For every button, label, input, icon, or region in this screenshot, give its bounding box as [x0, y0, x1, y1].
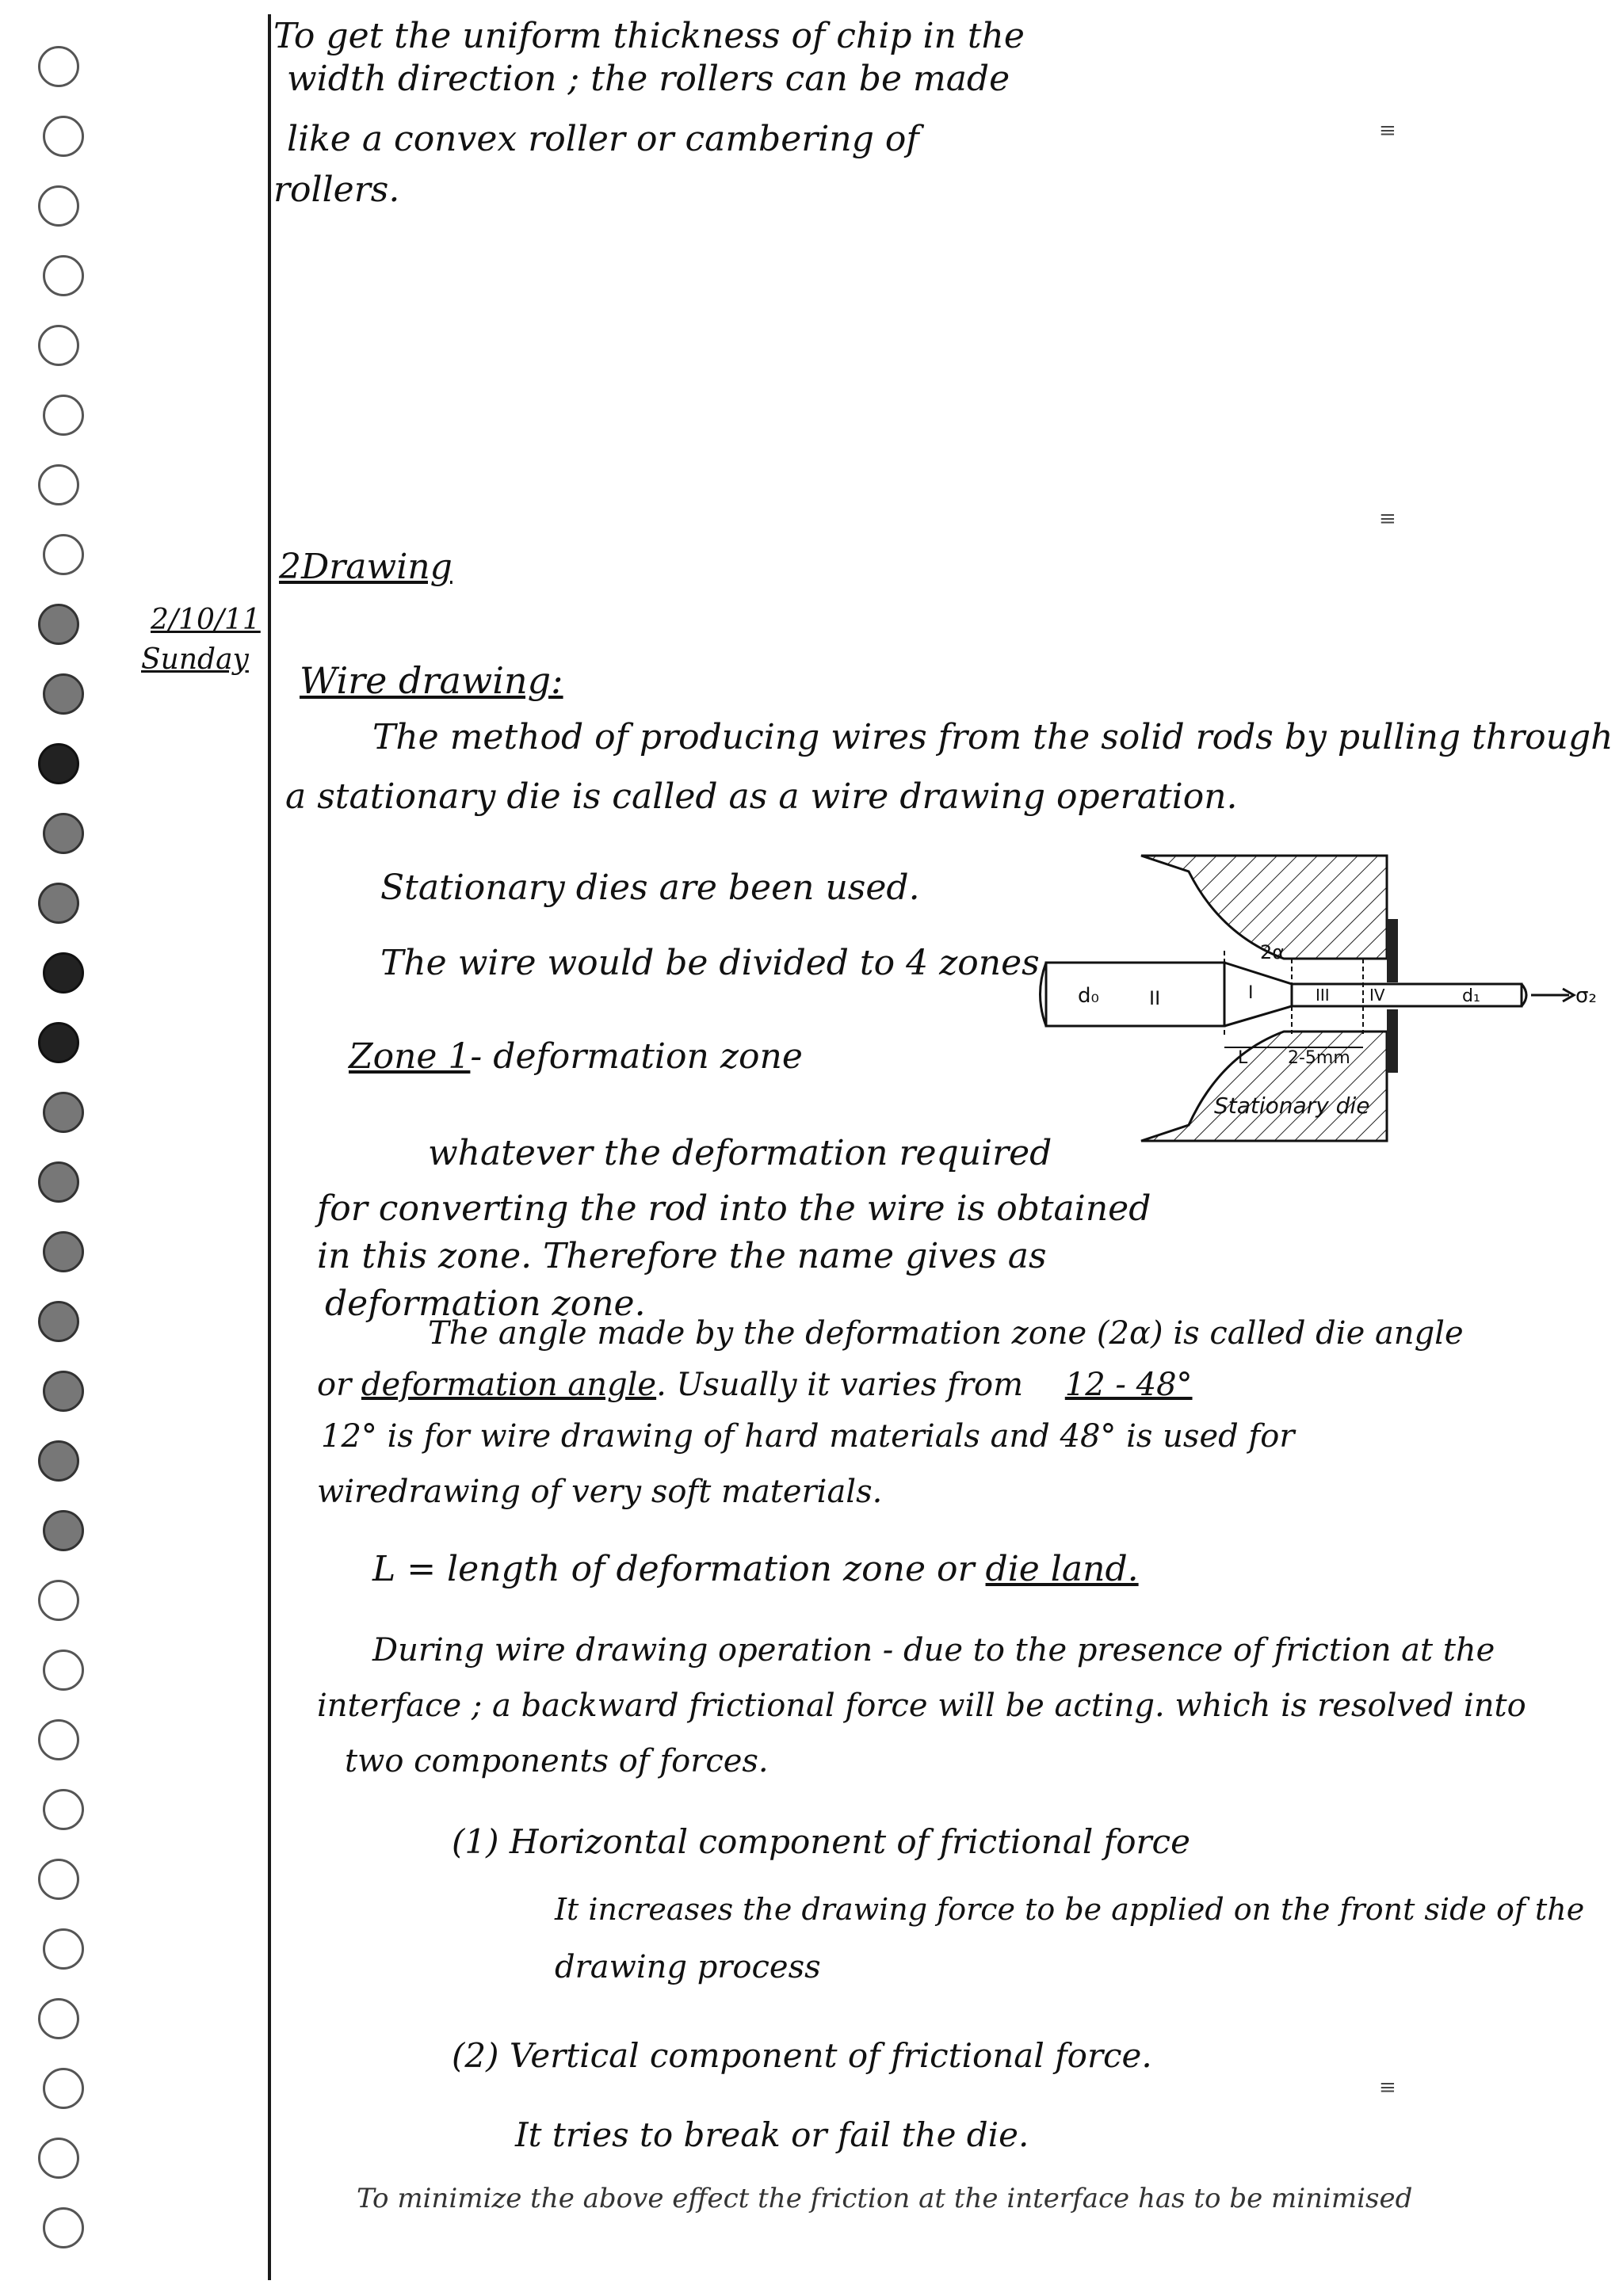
- rod: [1046, 963, 1224, 1026]
- die-land-term: die land.: [985, 1549, 1139, 1589]
- binding-hole: [38, 46, 79, 87]
- binding-hole: [38, 1719, 79, 1760]
- binding-hole: [38, 1161, 79, 1203]
- component1-title: (1) Horizontal component of frictional force: [452, 1822, 1190, 1861]
- l-def-prefix: L = length of deformation zone or: [372, 1549, 975, 1589]
- binding-hole: [43, 395, 84, 436]
- component1-desc-line: It increases the drawing force to be applied on the front side of the: [555, 1892, 1585, 1927]
- die-label: Stationary die: [1214, 1093, 1370, 1119]
- angle-range: 12 - 48°: [1064, 1367, 1193, 1403]
- zone-label: II: [1149, 987, 1161, 1009]
- binding-hole: [43, 2207, 84, 2248]
- friction-line: two components of forces.: [345, 1743, 769, 1779]
- angle-or: or: [317, 1367, 352, 1403]
- back-plate: [1387, 1009, 1398, 1073]
- date: 2/10/11: [151, 604, 261, 636]
- angle-desc-line: [317, 1367, 1193, 1403]
- stress-label: σ₂: [1575, 984, 1597, 1008]
- heading-wire-drawing: Wire drawing:: [300, 659, 563, 702]
- binding-hole: [43, 534, 84, 575]
- definition-line: The method of producing wires from the solid rods by pulling through: [372, 717, 1613, 757]
- margin-line: [268, 14, 271, 2280]
- back-plate: [1387, 919, 1398, 982]
- component2-title: (2) Vertical component of frictional force.: [452, 2036, 1152, 2075]
- angle-usually: . Usually it varies from: [656, 1367, 1024, 1403]
- zone-label: IV: [1369, 986, 1385, 1005]
- binding-hole: [43, 116, 84, 157]
- binding-hole: [38, 185, 79, 227]
- friction-line: During wire drawing operation - due to the presence of friction at the: [372, 1632, 1495, 1669]
- stationary-note: Stationary dies are been used.: [380, 868, 920, 908]
- wire-drawing-die-diagram: [1030, 840, 1601, 1157]
- bottom-note: To minimize the above effect the friction at the interface has to be minimised: [357, 2183, 1413, 2214]
- binding-hole: [38, 604, 79, 645]
- zone1-heading: [349, 1036, 803, 1077]
- l-definition: [372, 1549, 1139, 1589]
- top-note-line: like a convex roller or cambering of: [287, 119, 919, 159]
- top-note-line: width direction ; the rollers can be made: [287, 59, 1010, 99]
- binding-hole: [38, 1301, 79, 1342]
- zone-label: I: [1248, 983, 1254, 1003]
- zone1-desc-line: in this zone. Therefore the name gives as: [317, 1236, 1047, 1276]
- binding-hole: [38, 1998, 79, 2039]
- component1-desc-line: drawing process: [555, 1949, 821, 1985]
- top-note-line: rollers.: [273, 170, 400, 210]
- d0-label: d₀: [1078, 984, 1099, 1008]
- page-mark: ≡: [1379, 119, 1396, 143]
- taper: [1224, 963, 1292, 1026]
- binding-hole: [38, 1859, 79, 1900]
- binding-hole: [43, 1371, 84, 1412]
- binding-hole: [43, 1092, 84, 1133]
- component2-desc: It tries to break or fail the die.: [515, 2115, 1029, 2154]
- day: Sunday: [141, 643, 249, 676]
- angle-term: deformation angle: [361, 1367, 657, 1403]
- binding-hole: [43, 1928, 84, 1970]
- binding-hole: [38, 1580, 79, 1621]
- spiral-binding: [32, 32, 127, 2266]
- binding-hole: [38, 883, 79, 924]
- zone1-title: - deformation zone: [470, 1036, 803, 1077]
- section-title: 2Drawing: [279, 547, 453, 587]
- binding-hole: [43, 1789, 84, 1830]
- friction-line: interface ; a backward frictional force will be acting. which is resolved into: [317, 1688, 1526, 1724]
- binding-hole: [43, 1510, 84, 1551]
- angle-desc-line: wiredrawing of very soft materials.: [317, 1474, 883, 1510]
- binding-hole: [43, 1650, 84, 1691]
- zone-label: III: [1316, 986, 1330, 1005]
- zone1-desc-line: deformation zone.: [325, 1283, 646, 1324]
- page-mark: ≡: [1379, 507, 1396, 531]
- binding-hole: [43, 2068, 84, 2109]
- binding-hole: [38, 1440, 79, 1482]
- zone1-label: Zone 1: [349, 1036, 471, 1077]
- zones-note: The wire would be divided to 4 zones: [380, 943, 1040, 983]
- length-label: L: [1238, 1048, 1248, 1068]
- binding-hole: [43, 952, 84, 994]
- d1-label: d₁: [1462, 986, 1480, 1006]
- angle-desc-line: The angle made by the deformation zone (2α) is called die angle: [428, 1315, 1464, 1352]
- angle-desc-line: 12° is for wire drawing of hard materials and 48° is used for: [321, 1418, 1295, 1455]
- zone1-desc-line: for converting the rod into the wire is obtained: [317, 1188, 1151, 1229]
- binding-hole: [38, 1022, 79, 1063]
- binding-hole: [43, 1231, 84, 1272]
- binding-hole: [38, 325, 79, 366]
- binding-hole: [38, 743, 79, 784]
- binding-hole: [43, 673, 84, 715]
- binding-hole: [43, 813, 84, 854]
- binding-hole: [38, 464, 79, 505]
- zone1-desc-line: whatever the deformation required: [428, 1133, 1052, 1173]
- binding-hole: [38, 2138, 79, 2179]
- top-note-line: To get the uniform thickness of chip in the: [273, 16, 1025, 56]
- angle-label: 2α: [1260, 941, 1285, 963]
- definition-line: a stationary die is called as a wire drawing operation.: [285, 776, 1238, 817]
- page-mark: ≡: [1379, 2076, 1396, 2100]
- land-label: 2-5mm: [1288, 1048, 1350, 1068]
- binding-hole: [43, 255, 84, 296]
